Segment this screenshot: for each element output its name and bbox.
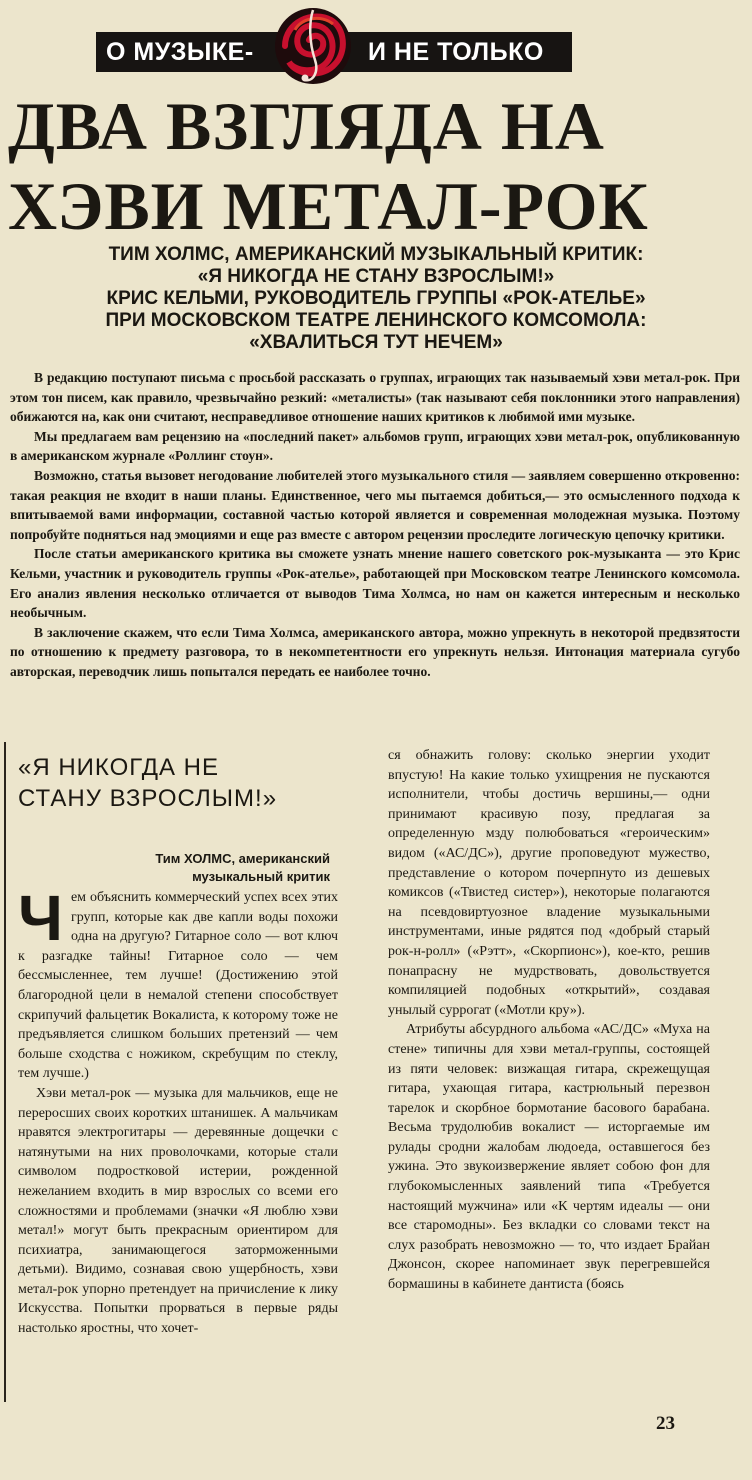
body-paragraph: Хэви метал-рок — музыка для мальчиков, еще не переросших своих коротких штанишек. А мальчикам нравятся электрогитары — деревянные дощечки с натянутыми на них проволочками, которые стали символом подростковой истерии, рожденной нежеланием входить в мир взрослых со всеми его сложностями и проблемами (значки «Я люблю хэви метал!» могут быть прекрасным ориентиром для психиатра, занимающегося заторможенными детьми). Видимо, сознавая свою ущербность, хэви метал-рок упорно претендует на причисление к лику Искусства. Попытки прорваться в первые ряды настолько яростны, что хочет- [18,1085,338,1337]
lead-paragraph: После статьи американского критика вы сможете узнать мнение нашего советского рок-музыканта — это Крис Кельми, участник и руководитель группы «Рок-ателье», работающей при Московском театре Ленинского комсомола. Его анализ явления несколько отличается от выводов Тима Холмса, но нам он кажется интересным и несколько необычным. [10,546,740,621]
article-heading-line-1: «Я НИКОГДА НЕ [18,754,219,781]
editorial-lead [10,368,740,682]
rubric-right-text: И НЕ ТОЛЬКО [368,38,544,66]
body-paragraph: ся обнажить голову: сколько энергии уходит впустую! На какие только ухищрения не пускаются исполнители, чтобы достичь вершины,— одни принимают красивую позу, предлагая за определенную мзду полюбоваться «героическим» видом («АС/ДС»), другие проповедуют мужество, представление о котором почерпнуто из дешевых комиксов («Твистед систер»), некоторые полагаются на псевдовиртуозное владение музыкальными инструментами, иные рядятся под «добрый старый рок-н-ролл» («Рэтт», «Скорпионс»), кое-кто, решив понапрасну не мудрствовать, довольствуется компиляцией подобных «открытий», создавая унылый суррогат («Мотли кру»). [388,748,710,1018]
main-title [8,86,649,246]
article-column-1 [18,882,338,1339]
rubric-left-text: О МУЗЫКЕ- [106,38,254,66]
article-byline [110,850,330,886]
subhead-line-4: ПРИ МОСКОВСКОМ ТЕАТРЕ ЛЕНИНСКОГО КОМСОМОЛА: [105,310,647,331]
page-number: 23 [656,1413,675,1434]
title-line-2: ХЭВИ МЕТАЛ-РОК [8,168,649,244]
body-paragraph [18,882,338,1084]
column-rule [4,742,6,1402]
byline-line-2: музыкальный критик [192,869,330,884]
lead-paragraph: Мы предлагаем вам рецензию на «последний пакет» альбомов групп, играющих хэви метал-рок, опубликованную в американском журнале «Роллинг стоун». [10,428,740,464]
article-heading-line-2: СТАНУ ВЗРОСЛЫМ!» [18,785,278,812]
subhead-line-2: «Я НИКОГДА НЕ СТАНУ ВЗРОСЛЫМ!» [197,266,555,287]
body-paragraph: Атрибуты абсурдного альбома «АС/ДС» «Муха на стене» типичны для хэви метал-группы, состоящей из пяти человек: визжащая гитара, скрежещущая гитара, ухающая гитара, кастрюльный перезвон тарелок и скорбное бормотание басового барабана. Весьма трудолюбив вокалист — исторгаемые им рулады сродни жалобам людоеда, оставшегося без ужина. Это звукоизвержение являет собою фон для глубокомысленных заявлений типа «Требуется настоящий мужчина» или «К чертям идеалы — они все старомодны». Без вкладки со словами текст на слух разобрать невозможно — то, что издает Брайан Джонсон, скорее напоминает звук перегревшейся бормашины в кабинете дантиста (боясь [388,1022,710,1293]
rose-treble-clef-icon [265,2,361,88]
subhead-line-1: ТИМ ХОЛМС, АМЕРИКАНСКИЙ МУЗЫКАЛЬНЫЙ КРИТИК: [108,244,644,265]
lead-paragraph: В заключение скажем, что если Тима Холмса, американского автора, можно упрекнуть в некоторой предвзятости по отношению к предмету разговора, то в некомпетентности его упрекнуть нельзя. Интонация материала сугубо авторская, переводчик лишь попытался передать ее наиболее точно. [10,624,740,679]
lead-paragraph: В редакцию поступают письма с просьбой рассказать о группах, играющих так называемый хэви метал-рок. При этом тон писем, как правило, чрезвычайно резкий: «металисты» (так называют себя поклонники этого направления) обижаются на, как они считают, несправедливое отношение наших критиков к любимой ими музыке. [10,370,740,425]
byline-line-1: Тим ХОЛМС, американский [155,851,330,866]
article-heading [18,752,277,814]
body-text: ем объяснить коммерческий успех всех этих групп, которые как две капли воды похожи одна на другую? Гитарное соло — вот ключ к разгадке тайны! Гитарное соло — чем бессмысленнее, тем лучше! (Достижению этой благородной цели в немалой степени способствует скрипучий фальцетик Вокалиста, к которому тоже не предъявляется слишком больших претензий — чем больше сходства с ножиком, скребущим по стеклу, тем лучше.) [18,890,338,1082]
subhead-line-5: «ХВАЛИТЬСЯ ТУТ НЕЧЕМ» [249,332,503,353]
subhead-line-3: КРИС КЕЛЬМИ, РУКОВОДИТЕЛЬ ГРУППЫ «РОК-АТЕЛЬЕ» [106,288,646,309]
title-line-1: ДВА ВЗГЛЯДА НА [8,88,605,164]
article-column-2 [388,746,710,1295]
lead-paragraph: Возможно, статья вызовет негодование любителей этого музыкального стиля — заявляем совершенно откровенно: такая реакция не входит в наши планы. Единственное, чего мы пытаемся добиться,— это осмысленного подхода к впитываемой вами информации, составной частью которой является и современная молодежная музыка. Поэтому попробуйте подняться над эмоциями и еще раз вместе с автором рецензии проследите логическую цепочку критики. [10,467,740,542]
drop-cap: Ч [18,882,63,954]
subheadline [0,244,752,354]
